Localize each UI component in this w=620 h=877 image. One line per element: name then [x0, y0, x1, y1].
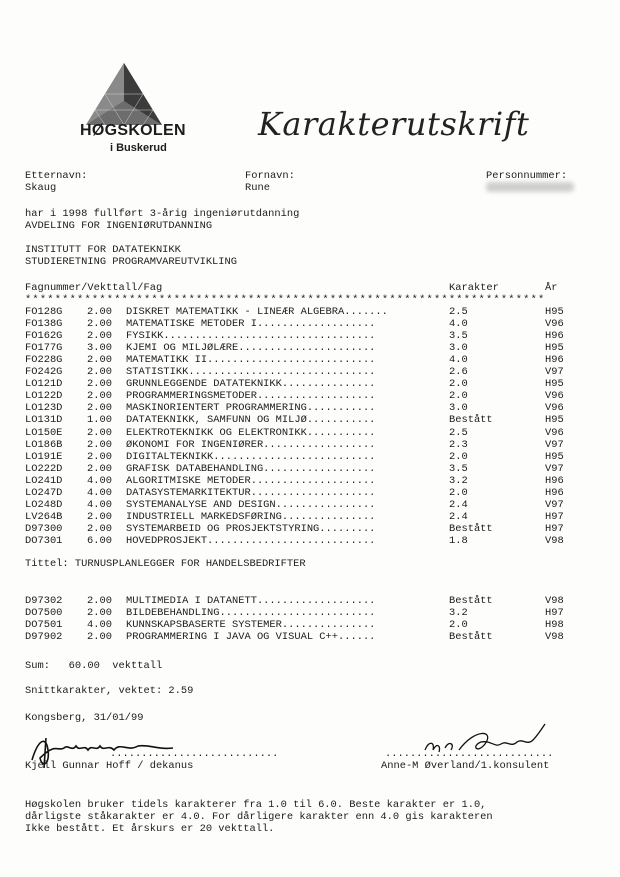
course-grade: 2.0	[449, 378, 468, 391]
course-year: V97	[545, 462, 564, 475]
course-subject: MULTIMEDIA I DATANETT...................	[126, 595, 376, 607]
course-weight: 2.00	[87, 438, 112, 451]
course-subject: ELEKTROTEKNIKK OG ELEKTRONIKK...........	[126, 426, 376, 439]
course-subject: MATEMATISKE METODER I...................	[126, 318, 376, 331]
course-weight: 4.00	[87, 474, 112, 487]
course-year: H95	[545, 342, 564, 355]
course-year: H95	[545, 306, 564, 318]
course-year: H95	[545, 414, 564, 427]
course-grade: 3.2	[449, 474, 468, 487]
course-subject: KUNNSKAPSBASERTE SYSTEMER...............	[126, 619, 376, 632]
place-date: Kongsberg, 31/01/99	[25, 712, 144, 724]
course-weight: 2.00	[87, 402, 112, 415]
course-weight: 2.00	[87, 522, 112, 535]
sum-line: Sum: 60.00 vekttall	[25, 660, 163, 672]
course-weight: 2.00	[87, 354, 112, 367]
footer-line-2: dårligste ståkarakter er 4.0. For dårligere karakter enn 4.0 gis karakteren	[25, 811, 493, 823]
course-year: H96	[545, 330, 564, 343]
course-subject: GRUNNLEGGENDE DATATEKNIKK...............	[126, 378, 376, 391]
course-subject: ØKONOMI FOR INGENIØRER..................	[126, 438, 376, 451]
course-year: H97	[545, 510, 564, 523]
course-grade: 2.4	[449, 498, 468, 511]
course-year: V96	[545, 390, 564, 403]
course-code: LO123D	[25, 402, 63, 415]
course-subject: DIGITALTEKNIKK..........................	[126, 450, 376, 463]
course-subject: MASKINORIENTERT PROGRAMMERING...........	[126, 402, 376, 415]
course-year: H97	[545, 522, 564, 535]
course-year: H97	[545, 607, 564, 620]
table-header-year: År	[545, 282, 558, 294]
course-weight: 2.00	[87, 390, 112, 403]
course-subject: GRAFISK DATABEHANDLING..................	[126, 462, 376, 475]
signature-left-name: Kjell Gunnar Hoff / dekanus	[25, 760, 194, 772]
course-year: V98	[545, 631, 564, 644]
course-weight: 4.00	[87, 619, 112, 632]
course-weight: 2.00	[87, 631, 112, 644]
course-code: FO162G	[25, 330, 63, 343]
course-subject: DISKRET MATEMATIKK - LINEÆR ALGEBRA.......	[126, 306, 388, 318]
course-year: H95	[545, 450, 564, 463]
course-code: FO138G	[25, 318, 63, 331]
course-code: DO7500	[25, 607, 63, 620]
course-subject: STATISTIKK..............................	[126, 366, 376, 379]
course-code: DO7501	[25, 619, 63, 632]
course-subject: INDUSTRIELL MARKEDSFØRING...............	[126, 510, 376, 523]
course-subject: KJEMI OG MILJØLÆRE......................	[126, 342, 376, 355]
course-weight: 4.00	[87, 486, 112, 499]
course-year: V96	[545, 318, 564, 331]
institution-name: HØGSKOLEN	[80, 122, 186, 139]
course-code: LO150E	[25, 426, 63, 439]
course-year: H96	[545, 474, 564, 487]
program-line-1: har i 1998 fullført 3-årig ingeniørutdanning	[25, 208, 300, 220]
signature-right-name: Anne-M Øverland/1.konsulent	[381, 760, 550, 772]
average-line: Snittkarakter, vektet: 2.59	[25, 685, 194, 697]
course-year: V98	[545, 534, 564, 547]
course-grade: Bestått	[449, 414, 493, 427]
course-weight: 2.00	[87, 318, 112, 331]
program-line-4: STUDIERETNING PROGRAMVAREUTVIKLING	[25, 256, 238, 268]
course-code: D97302	[25, 595, 63, 607]
course-year: H95	[545, 378, 564, 391]
course-code: LO222D	[25, 462, 63, 475]
course-weight: 2.00	[87, 378, 112, 391]
course-code: D97902	[25, 631, 63, 644]
course-code: DO7301	[25, 534, 63, 547]
course-subject: BILDEBEHANDLING.........................	[126, 607, 376, 620]
course-year: V97	[545, 498, 564, 511]
course-subject: PROGRAMMERING I JAVA OG VISUAL C++......	[126, 631, 376, 644]
course-grade: 3.5	[449, 462, 468, 475]
course-subject: PROGRAMMERINGSMETODER...................	[126, 390, 376, 403]
course-grade: 3.0	[449, 342, 468, 355]
course-subject: MATEMATIKK II...........................	[126, 354, 376, 367]
course-grade: 2.0	[449, 619, 468, 632]
course-grade: 2.4	[449, 510, 468, 523]
course-grade: 4.0	[449, 318, 468, 331]
document-title: Karakterutskrift	[258, 105, 530, 143]
course-grade: 3.0	[449, 402, 468, 415]
course-weight: 4.00	[87, 498, 112, 511]
institution-subtitle: i Buskerud	[110, 142, 167, 154]
course-grade: 2.3	[449, 438, 468, 451]
course-weight: 2.00	[87, 595, 112, 607]
course-code: FO128G	[25, 306, 63, 318]
course-code: LO248D	[25, 498, 63, 511]
course-code: D97300	[25, 522, 63, 535]
course-code: FO228G	[25, 354, 63, 367]
course-grade: 2.0	[449, 486, 468, 499]
table-header-grade: Karakter	[449, 282, 499, 294]
course-year: H96	[545, 486, 564, 499]
course-grade: 4.0	[449, 354, 468, 367]
table-header-subject: Fagnummer/Vekttall/Fag	[25, 282, 163, 294]
course-year: V97	[545, 366, 564, 379]
course-subject: DATATEKNIKK, SAMFUNN OG MILJØ...........	[126, 414, 376, 427]
course-weight: 2.00	[87, 306, 112, 318]
course-weight: 2.00	[87, 366, 112, 379]
course-grade: 2.6	[449, 366, 468, 379]
course-grade: 3.5	[449, 330, 468, 343]
course-grade: Bestått	[449, 631, 493, 644]
course-weight: 3.00	[87, 342, 112, 355]
program-line-2: AVDELING FOR INGENIØRUTDANNING	[25, 220, 213, 232]
personnummer-label: Personnummer:	[486, 170, 568, 182]
course-weight: 1.00	[87, 414, 112, 427]
course-weight: 2.00	[87, 330, 112, 343]
course-code: LV264B	[25, 510, 63, 523]
signature-right-dots: ...........................	[385, 748, 554, 760]
course-year: V96	[545, 426, 564, 439]
course-code: LO241D	[25, 474, 63, 487]
course-subject: ALGORITMISKE METODER....................	[126, 474, 376, 487]
footer-line-1: Høgskolen bruker tidels karakterer fra 1.0 til 6.0. Beste karakter er 1.0,	[25, 799, 487, 811]
course-grade: Bestått	[449, 595, 493, 607]
course-code: LO191E	[25, 450, 63, 463]
table-separator: **********************************************************************	[25, 294, 546, 306]
course-subject: SYSTEMANALYSE AND DESIGN................	[126, 498, 376, 511]
course-code: LO186B	[25, 438, 63, 451]
course-year: H96	[545, 354, 564, 367]
thesis-title: Tittel: TURNUSPLANLEGGER FOR HANDELSBEDRIFTER	[25, 558, 306, 570]
course-grade: 2.5	[449, 426, 468, 439]
course-code: FO177G	[25, 342, 63, 355]
course-weight: 2.00	[87, 607, 112, 620]
course-subject: DATASYSTEMARKITEKTUR....................	[126, 486, 376, 499]
course-weight: 2.00	[87, 510, 112, 523]
signature-left-dots: ...........................	[110, 748, 279, 760]
course-weight: 2.00	[87, 450, 112, 463]
course-subject: FYSIKK..................................	[126, 330, 376, 343]
course-grade: 2.5	[449, 306, 468, 318]
course-grade: 3.2	[449, 607, 468, 620]
lastname-label: Etternavn:	[25, 170, 88, 182]
firstname-label: Fornavn:	[245, 170, 295, 182]
lastname-value: Skaug	[25, 182, 57, 194]
course-year: H98	[545, 619, 564, 632]
course-weight: 2.00	[87, 462, 112, 475]
course-weight: 6.00	[87, 534, 112, 547]
course-grade: 2.0	[449, 450, 468, 463]
course-code: LO122D	[25, 390, 63, 403]
course-grade: 2.0	[449, 390, 468, 403]
course-code: LO121D	[25, 378, 63, 391]
course-grade: 1.8	[449, 534, 468, 547]
footer-line-3: Ikke bestått. Et årskurs er 20 vekttall.	[25, 823, 275, 835]
course-subject: HOVEDPROSJEKT...........................	[126, 534, 376, 547]
course-year: V96	[545, 402, 564, 415]
firstname-value: Rune	[245, 182, 270, 194]
course-year: V98	[545, 595, 564, 607]
course-code: LO247D	[25, 486, 63, 499]
course-code: LO131D	[25, 414, 63, 427]
course-grade: Bestått	[449, 522, 493, 535]
program-line-3: INSTITUTT FOR DATATEKNIKK	[25, 244, 181, 256]
course-weight: 2.00	[87, 426, 112, 439]
personnummer-redacted	[486, 182, 574, 194]
course-year: V97	[545, 438, 564, 451]
course-code: FO242G	[25, 366, 63, 379]
course-subject: SYSTEMARBEID OG PROSJEKTSTYRING.........	[126, 522, 376, 535]
